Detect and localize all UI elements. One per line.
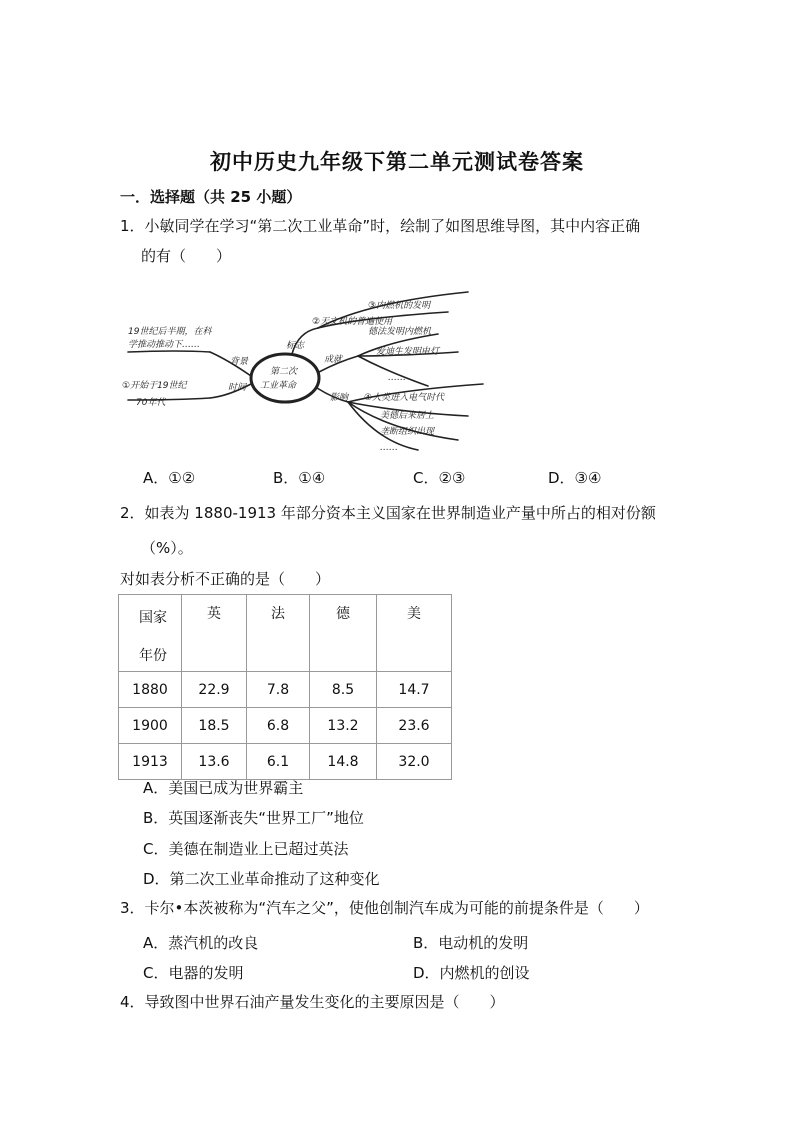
q1-option-c[interactable]: C．②③	[413, 469, 466, 487]
question-4-text: 4．导致图中世界石油产量发生变化的主要原因是（ ）	[120, 993, 505, 1011]
mind-map-left-bottom-2: 70年代	[136, 398, 166, 408]
mind-map-center-2: 工业革命	[260, 381, 297, 391]
q1-option-b[interactable]: B．①④	[273, 469, 326, 487]
mind-map-item-dots-2: ……	[380, 443, 398, 453]
question-3-text: 3．卡尔•本茨被称为“汽车之父”，使他创制汽车成为可能的前提条件是（ ）	[120, 899, 649, 917]
mind-map-item-b: 爱迪生发明电灯	[376, 347, 440, 357]
mind-map-item-c: 美德后来居上	[380, 411, 435, 421]
question-1-text-cont: 的有（ ）	[141, 247, 232, 265]
mind-map-label-impact: 影响	[330, 393, 349, 403]
q2-option-b[interactable]: B．英国逐渐丧失“世界工厂”地位	[143, 809, 364, 827]
table-row: 1900 18.5 6.8 13.2 23.6	[119, 708, 452, 744]
q2-option-c[interactable]: C．美德在制造业上已超过英法	[143, 840, 349, 858]
table-header: 美	[377, 595, 452, 672]
q3-option-a[interactable]: A．蒸汽机的改良	[143, 934, 259, 952]
page-title: 初中历史九年级下第二单元测试卷答案	[210, 150, 584, 174]
q3-option-d[interactable]: D．内燃机的创设	[413, 964, 530, 982]
mind-map-item-a: 德法发明内燃机	[368, 327, 432, 337]
mind-map-label-time: 时间	[228, 383, 247, 393]
question-2-prompt: 对如表分析不正确的是（ ）	[120, 570, 331, 588]
q1-option-a[interactable]: A．①②	[143, 469, 196, 487]
mind-map-item-3: ③内燃机的发明	[368, 301, 431, 311]
mind-map-figure	[118, 272, 488, 457]
table-row: 1880 22.9 7.8 8.5 14.7	[119, 672, 452, 708]
table-corner-year: 年份	[139, 648, 167, 664]
mind-map-label-results: 成就	[324, 355, 343, 365]
mind-map-center-1: 第二次	[270, 367, 298, 377]
q3-option-b[interactable]: B．电动机的发明	[413, 934, 529, 952]
table-corner-cell	[119, 595, 182, 672]
table-row: 1913 13.6 6.1 14.8 32.0	[119, 744, 452, 780]
question-2-text: 2．如表为 1880-1913 年部分资本主义国家在世界制造业产量中所占的相对份额	[120, 504, 656, 522]
mind-map-left-top: 19世纪后半期，在科	[128, 327, 212, 337]
mind-map-item-d: 垄断组织出现	[380, 427, 435, 437]
share-table	[118, 594, 452, 780]
table-header: 英	[182, 595, 247, 672]
question-1-text: 1．小敏同学在学习“第二次工业革命”时，绘制了如图思维导图，其中内容正确	[120, 217, 641, 235]
table-header: 德	[310, 595, 377, 672]
question-2-text-cont: （%）。	[141, 539, 193, 557]
q3-option-c[interactable]: C．电器的发明	[143, 964, 244, 982]
q1-option-d[interactable]: D．③④	[548, 469, 602, 487]
section-heading: 一．选择题（共 25 小题）	[120, 188, 302, 206]
q2-option-a[interactable]: A．美国已成为世界霸主	[143, 779, 304, 797]
q2-option-d[interactable]: D．第二次工业革命推动了这种变化	[143, 870, 380, 888]
table-corner-country: 国家	[139, 610, 167, 626]
mind-map-item-dots: ……	[388, 373, 406, 383]
mind-map-left-top-2: 学推动推动下……	[128, 340, 201, 350]
mind-map-label-signs: 标志	[286, 341, 305, 351]
mind-map-item-4: ④人类进入电气时代	[364, 393, 445, 403]
mind-map-left-bottom: ①开始于19世纪	[122, 381, 187, 391]
mind-map-label-background: 背景	[230, 357, 249, 367]
table-header: 法	[247, 595, 310, 672]
mind-map-item-2: ②天文机的普遍使用	[312, 317, 393, 327]
